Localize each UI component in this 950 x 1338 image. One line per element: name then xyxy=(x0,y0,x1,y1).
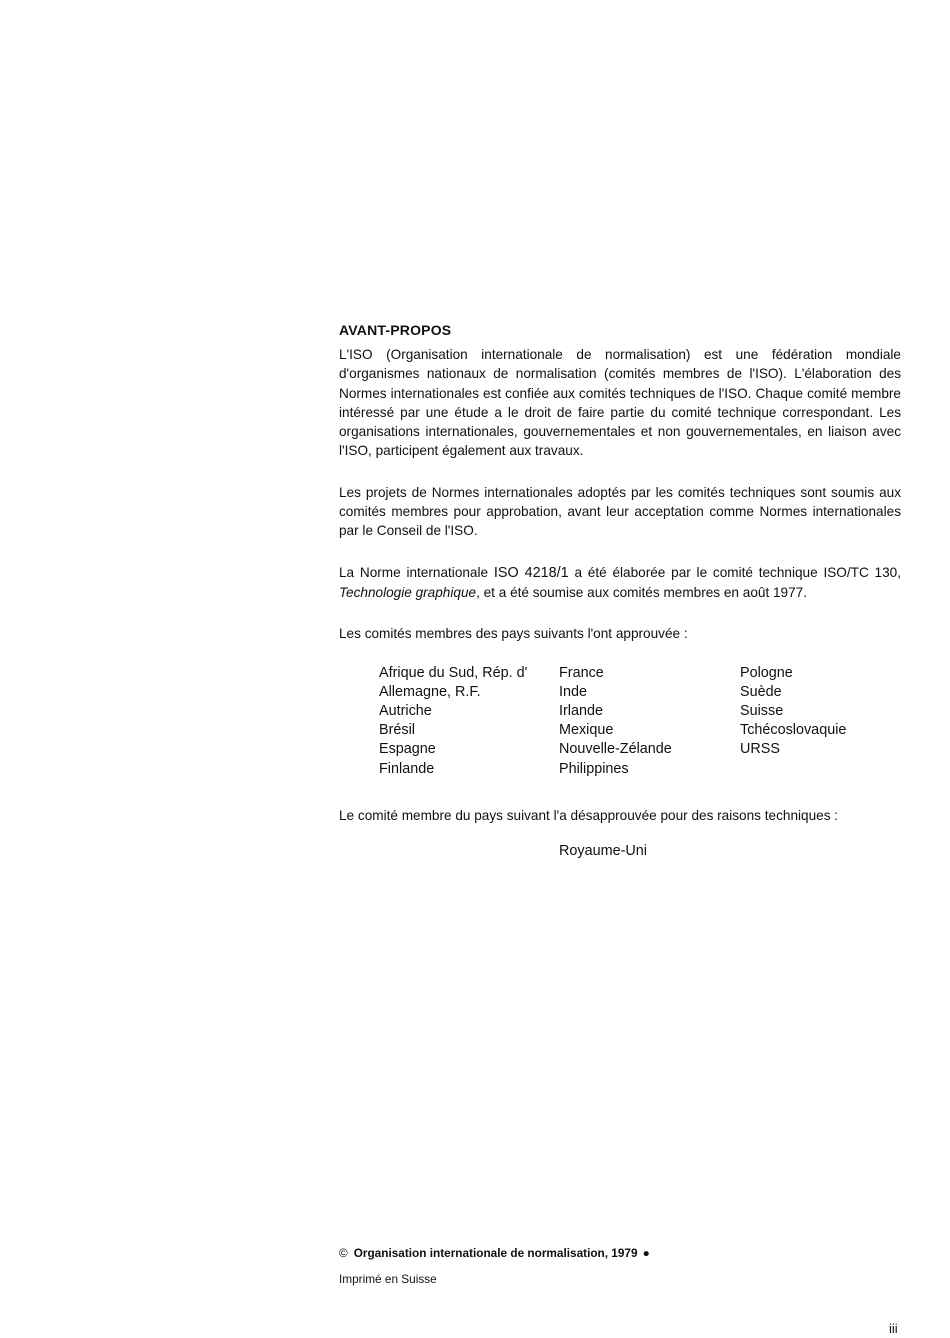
country-item: URSS xyxy=(740,741,780,758)
country-column-2 xyxy=(559,664,672,779)
country-item: Afrique du Sud, Rép. d' xyxy=(379,664,528,681)
country-item: Philippines xyxy=(559,760,629,777)
paragraph-approval-process: Les projets de Normes internationales adoptés par les comités techniques sont soumis aux comités membres pour approbation, avant leur acceptation comme Normes internationales par le Conseil de l'ISO. xyxy=(339,484,901,539)
approval-intro: Les comités membres des pays suivants l'ont approuvée : xyxy=(339,626,688,642)
country-item: France xyxy=(559,664,604,681)
country-item: Nouvelle-Zélande xyxy=(559,741,672,758)
bullet-icon: ● xyxy=(642,1246,650,1260)
page-number: iii xyxy=(889,1321,898,1336)
standard-reference: ISO 4218/1 xyxy=(493,564,569,581)
printed-in-notice: Imprimé en Suisse xyxy=(339,1272,437,1286)
country-item: Pologne xyxy=(740,664,793,681)
country-column-3 xyxy=(740,664,846,760)
country-item: Irlande xyxy=(559,702,604,719)
country-item: Mexique xyxy=(559,722,614,739)
approving-countries-list xyxy=(339,664,901,786)
paragraph-standard-origin xyxy=(339,563,901,603)
disapproving-country: Royaume-Uni xyxy=(559,842,647,859)
country-item: Autriche xyxy=(379,702,432,719)
country-item: Espagne xyxy=(379,741,436,758)
technical-committee-title: Technologie graphique xyxy=(339,584,477,600)
page-footer xyxy=(339,1246,650,1286)
copyright-notice xyxy=(339,1246,650,1260)
country-column-1 xyxy=(379,664,527,779)
disapproval-intro: Le comité membre du pays suivant l'a désapprouvée pour des raisons techniques : xyxy=(339,807,839,823)
country-item: Allemagne, R.F. xyxy=(379,683,481,700)
country-item: Suisse xyxy=(740,702,784,719)
foreword-heading: AVANT-PROPOS xyxy=(339,322,452,338)
standard-origin-post: , et a été soumise aux comités membres en août 1977. xyxy=(476,584,808,600)
copyright-symbol: © xyxy=(339,1246,348,1260)
standard-origin-mid: a été élaborée par le comité technique ISO/TC 130, xyxy=(568,564,901,580)
country-item: Brésil xyxy=(379,722,415,739)
country-item: Suède xyxy=(740,683,782,700)
country-item: Tchécoslovaquie xyxy=(740,722,847,739)
foreword-section xyxy=(339,322,901,859)
country-item: Inde xyxy=(559,683,588,700)
country-item: Finlande xyxy=(379,760,435,777)
standard-origin-pre: La Norme internationale xyxy=(339,564,494,580)
paragraph-iso-description: L'ISO (Organisation internationale de normalisation) est une fédération mondiale d'organismes nationaux de normalisation (comités membres de l'ISO). L'élaboration des Normes internationales est confiée aux comités techniques de l'ISO. Chaque comité membre intéressé par une étude a le droit de faire partie du comité technique correspondant. Les organisations internationales, gouvernementales et non gouvernementales, en liaison avec l'ISO, participent également aux travaux. xyxy=(339,347,901,459)
copyright-text: Organisation internationale de normalisation, 1979 xyxy=(353,1246,638,1260)
